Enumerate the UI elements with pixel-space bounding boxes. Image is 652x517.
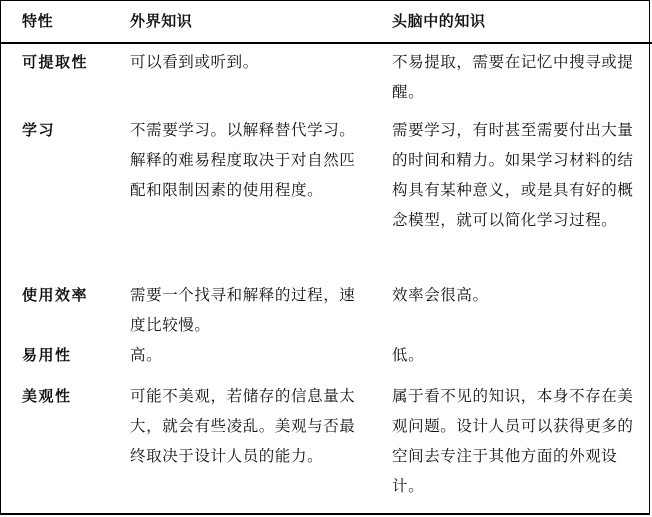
cell-aesthetics-external: 可能不美观，若储存的信息量太大，就会有些凌乱。美观与否最终取决于设计人员的能力。	[130, 387, 356, 465]
cell-retrievability-external: 可以看到或听到。	[130, 53, 259, 71]
cell-retrievability-internal: 不易提取，需要在记忆中搜寻或提醒。	[392, 53, 634, 101]
row-label-retrievability: 可提取性	[22, 53, 89, 71]
header-external-knowledge: 外界知识	[130, 12, 193, 30]
cell-ease-of-use-external: 高。	[130, 346, 163, 364]
row-label-efficiency: 使用效率	[22, 286, 89, 304]
cell-aesthetics-internal: 属于看不见的知识，本身不存在美观问题。设计人员可以获得更多的空间去专注于其他方面的外观设计。	[392, 387, 634, 495]
row-label-ease-of-use: 易用性	[22, 346, 72, 364]
cell-ease-of-use-internal: 低。	[392, 346, 425, 364]
cell-learning-internal: 需要学习，有时甚至需要付出大量的时间和精力。如果学习材料的结构具有某种意义，或是具有好的概念模型，就可以简化学习过程。	[392, 121, 634, 229]
cell-efficiency-external: 需要一个找寻和解释的过程，速度比较慢。	[130, 286, 356, 334]
cell-efficiency-internal: 效率会很高。	[392, 286, 489, 304]
header-feature: 特性	[22, 12, 54, 30]
row-label-aesthetics: 美观性	[22, 387, 72, 405]
row-label-learning: 学习	[22, 121, 56, 139]
header-internal-knowledge: 头脑中的知识	[392, 12, 486, 30]
cell-learning-external: 不需要学习。以解释替代学习。解释的难易程度取决于对自然匹配和限制因素的使用程度。	[130, 121, 356, 199]
header-rule	[0, 42, 652, 44]
